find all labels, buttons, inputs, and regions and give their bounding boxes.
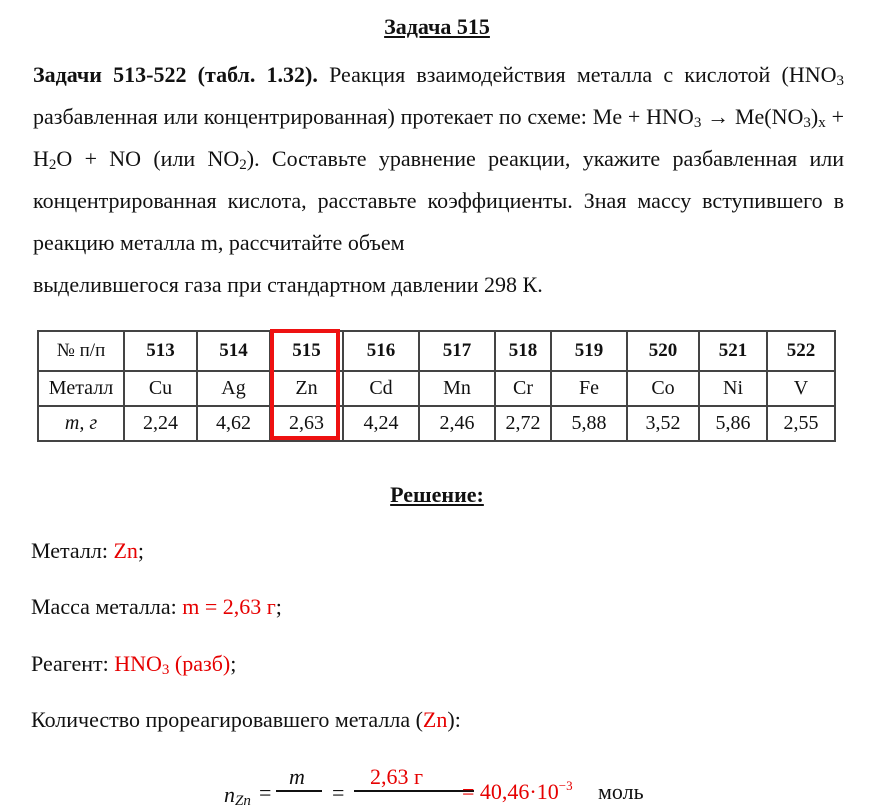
table-cell: 3,52 (627, 406, 699, 441)
subscript: 2 (239, 157, 247, 173)
amount-formula (222, 764, 682, 809)
formula-result (462, 779, 573, 805)
label: Реагент: (31, 651, 115, 676)
equals-sign: = (332, 780, 345, 805)
table-cell: 514 (197, 331, 270, 371)
unit: моль (598, 779, 644, 804)
punct: ; (275, 594, 282, 619)
reagent-value (114, 651, 230, 676)
table-cell: 517 (419, 331, 495, 371)
table-cell: Fe (551, 371, 627, 406)
reagent-line (31, 651, 236, 677)
subscript: 2 (48, 157, 57, 173)
table-cell: V (767, 371, 835, 406)
reagent-type: (разб) (169, 651, 231, 676)
table-cell: 4,24 (343, 406, 419, 441)
punct: ): (447, 707, 461, 732)
equals-sign: = (259, 780, 272, 805)
table-cell: 2,24 (124, 406, 197, 441)
statement-text: разбавленная или концентрированная) протекает по схеме: Me + HNO (33, 104, 694, 129)
fraction-numerator: m (289, 764, 305, 789)
problem-lead: Задачи 513-522 (табл. 1.32). (33, 62, 318, 87)
table-cell: 2,63 (270, 406, 343, 441)
fraction-bar (276, 790, 322, 792)
table-cell: 522 (767, 331, 835, 371)
table-cell: 519 (551, 331, 627, 371)
subscript: 3 (803, 115, 811, 131)
fraction-bar (354, 790, 474, 792)
label: Металл: (31, 538, 114, 563)
table-cell: 5,88 (551, 406, 627, 441)
metal-value: Zn (113, 538, 138, 563)
solution-title: Решение: (390, 482, 484, 507)
table-cell: 2,55 (767, 406, 835, 441)
label: Количество прореагировавшего металла ( (31, 707, 423, 732)
statement-text: → Me(NO (701, 104, 804, 129)
metal-line (31, 538, 144, 564)
table-cell: Mn (419, 371, 495, 406)
mass-line (31, 594, 282, 620)
table-cell: Cu (124, 371, 197, 406)
table-cell: 521 (699, 331, 767, 371)
n-symbol: n (224, 782, 235, 807)
mass-value: m = 2,63 г (182, 594, 276, 619)
table-cell: 516 (343, 331, 419, 371)
table-cell: Ag (197, 371, 270, 406)
metals-table (37, 330, 836, 442)
subscript: Zn (235, 793, 251, 809)
subscript: 3 (836, 73, 844, 89)
punct: ; (230, 651, 237, 676)
subscript: 3 (161, 662, 170, 678)
label: Масса металла: (31, 594, 183, 619)
table-row-numbers (38, 331, 835, 371)
formula-n (224, 782, 251, 808)
table-cell: 2,46 (419, 406, 495, 441)
statement-text: + H (33, 104, 844, 171)
subscript: 3 (693, 115, 702, 131)
table-cell: 4,62 (197, 406, 270, 441)
row-label: Металл (38, 371, 124, 406)
table-cell: Co (627, 371, 699, 406)
exponent: −3 (558, 778, 573, 793)
statement-text: выделившегося газа при стандартном давлении 298 К. (33, 272, 543, 297)
result-value: = 40,46·10 (462, 779, 559, 804)
table-cell: 515 (270, 331, 343, 371)
fraction-numerator: 2,63 г (370, 764, 424, 789)
table-cell: Zn (270, 371, 343, 406)
statement-text: Реакция взаимодействия металла с кислотой (HNO (317, 62, 837, 87)
table-row-masses (38, 406, 835, 441)
table-cell: 518 (495, 331, 551, 371)
statement-text: ) (810, 104, 819, 129)
statement-text: ). Составьте уравнение реакции, укажите разбавленная или концентрированная кислота, расставьте коэффициенты. Зная массу вступившего в реакцию металла m, рассчитайте объем (33, 146, 845, 255)
punct: ; (137, 538, 145, 563)
table-cell: Cr (495, 371, 551, 406)
reagent-formula: HNO (114, 651, 162, 676)
problem-title: Задача 515 (384, 14, 490, 39)
metal-value: Zn (422, 707, 448, 732)
subscript: x (818, 115, 826, 131)
table-row-metals (38, 371, 835, 406)
row-label: № п/п (38, 331, 124, 371)
table-cell: 520 (627, 331, 699, 371)
table-cell: 513 (124, 331, 197, 371)
amount-line (31, 707, 461, 733)
table-cell: 5,86 (699, 406, 767, 441)
row-label: m, г (38, 406, 124, 441)
table-cell: Ni (699, 371, 767, 406)
table-cell: Cd (343, 371, 419, 406)
problem-statement (33, 54, 844, 306)
statement-text: O + NO (или NO (56, 146, 240, 171)
table-cell: 2,72 (495, 406, 551, 441)
